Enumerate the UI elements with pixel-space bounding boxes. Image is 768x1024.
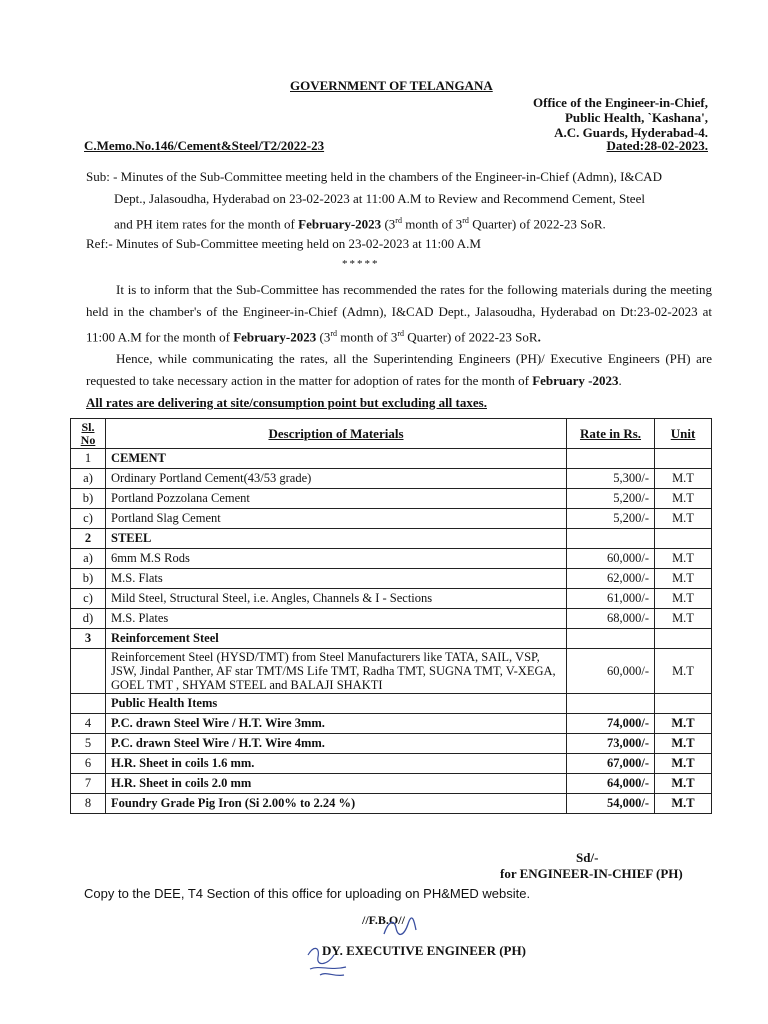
table-row — [71, 489, 712, 509]
subject-line-3-post2: month of 3 — [401, 216, 463, 232]
para1-month: February-2023 — [233, 329, 317, 345]
row-no: b) — [71, 489, 106, 509]
row-no: b) — [71, 569, 106, 589]
subject-line-3-post1: (3 — [381, 216, 396, 232]
table-row — [71, 509, 712, 529]
header-unit: Unit — [655, 419, 712, 449]
table-row — [71, 569, 712, 589]
office-line-3: A.C. Guards, Hyderabad-4. — [554, 125, 708, 140]
paragraph-2 — [86, 348, 712, 392]
table-row — [71, 589, 712, 609]
government-title: GOVERNMENT OF TELANGANA — [290, 78, 493, 93]
body-paragraphs — [86, 279, 712, 392]
row-unit: M.T — [655, 469, 712, 489]
fbo-mark: //F.B.O// — [362, 913, 405, 927]
section-title: Reinforcement Steel — [106, 629, 567, 649]
row-desc: P.C. drawn Steel Wire / H.T. Wire 4mm. — [106, 734, 567, 754]
row-unit: M.T — [655, 589, 712, 609]
row-unit: M.T — [655, 734, 712, 754]
row-rate: 5,200/- — [567, 509, 655, 529]
row-desc: M.S. Flats — [106, 569, 567, 589]
empty-cell — [71, 694, 106, 714]
row-no: a) — [71, 549, 106, 569]
rates-note: All rates are delivering at site/consumption point but excluding all taxes. — [86, 395, 487, 410]
subject-line-3-pre: and PH item rates for the month of — [114, 216, 299, 232]
table-row — [71, 774, 712, 794]
row-desc: Portland Pozzolana Cement — [106, 489, 567, 509]
table-header-row — [71, 419, 712, 449]
paragraph-1 — [86, 279, 712, 348]
section-title: STEEL — [106, 529, 567, 549]
para1-sup2: rd — [397, 329, 404, 338]
signature-scribble-icon — [380, 912, 420, 942]
row-desc: H.R. Sheet in coils 1.6 mm. — [106, 754, 567, 774]
table-row — [71, 549, 712, 569]
table-row — [71, 609, 712, 629]
row-desc: 6mm M.S Rods — [106, 549, 567, 569]
row-unit: M.T — [655, 509, 712, 529]
para1-post2: month of 3 — [337, 329, 398, 345]
section-row-reinforcement — [71, 629, 712, 649]
row-desc: H.R. Sheet in coils 2.0 mm — [106, 774, 567, 794]
subject-line-2: Dept., Jalasoudha, Hyderabad on 23-02-2023 at 11:00 A.M to Review and Recommend Cement, Steel — [114, 191, 645, 206]
row-unit: M.T — [655, 609, 712, 629]
signatory-title: for ENGINEER-IN-CHIEF (PH) — [500, 866, 683, 881]
row-rate: 62,000/- — [567, 569, 655, 589]
row-no: 8 — [71, 794, 106, 814]
signed-mark: Sd/- — [576, 850, 599, 865]
para1-sup1: rd — [330, 329, 338, 338]
para1-end: . — [537, 329, 541, 345]
subject-line-3 — [86, 210, 712, 235]
memo-date: Dated:28-02-2023. — [606, 138, 708, 153]
header-sl-no-text: Sl. No — [80, 419, 96, 447]
row-unit: M.T — [655, 489, 712, 509]
office-line-2: Public Health, `Kashana', — [564, 110, 708, 125]
section-row-public-health — [71, 694, 712, 714]
header-description: Description of Materials — [106, 419, 567, 449]
header-rate: Rate in Rs. — [567, 419, 655, 449]
reference: Ref:- Minutes of Sub-Committee meeting held on 23-02-2023 at 11:00 A.M — [86, 236, 481, 251]
subject-line-3-post3: Quarter) of 2022-23 SoR. — [468, 216, 606, 232]
para1-post1: (3 — [316, 329, 331, 345]
row-no: 5 — [71, 734, 106, 754]
row-unit: M.T — [655, 774, 712, 794]
row-no: d) — [71, 609, 106, 629]
office-address — [470, 95, 708, 140]
table-row — [71, 649, 712, 694]
table-row — [71, 734, 712, 754]
empty-cell — [655, 694, 712, 714]
row-rate: 67,000/- — [567, 754, 655, 774]
row-unit: M.T — [655, 754, 712, 774]
row-rate: 54,000/- — [567, 794, 655, 814]
row-unit: M.T — [655, 649, 712, 694]
separator-stars: ***** — [342, 258, 380, 270]
section-row-steel — [71, 529, 712, 549]
table-row — [71, 714, 712, 734]
section-title: Public Health Items — [106, 694, 567, 714]
subject-line-1: Sub: - Minutes of the Sub-Committee meeting held in the chambers of the Engineer-in-Chief (Admn), I&CAD — [86, 169, 662, 184]
subject-sup-2: rd — [462, 216, 469, 225]
row-rate: 60,000/- — [567, 649, 655, 694]
section-no: 3 — [71, 629, 106, 649]
memo-number: C.Memo.No.146/Cement&Steel/T2/2022-23 — [84, 138, 325, 153]
row-rate: 5,300/- — [567, 469, 655, 489]
section-no: 2 — [71, 529, 106, 549]
row-rate: 60,000/- — [567, 549, 655, 569]
empty-cell — [655, 529, 712, 549]
row-no: 4 — [71, 714, 106, 734]
para2-text: Hence, while communicating the rates, all the Superintending Engineers (PH)/ Executive Engineers (PH) are requested to take necessary action in the matter for adoption of rates for the month of — [86, 351, 712, 389]
row-desc: Foundry Grade Pig Iron (Si 2.00% to 2.24 %) — [106, 794, 567, 814]
empty-cell — [655, 449, 712, 469]
header-sl-no — [71, 419, 106, 449]
copy-to-note: Copy to the DEE, T4 Section of this office for uploading on PH&MED website. — [84, 886, 531, 901]
row-unit: M.T — [655, 714, 712, 734]
row-rate: 5,200/- — [567, 489, 655, 509]
empty-cell — [655, 629, 712, 649]
para2-end: . — [618, 373, 622, 389]
subject-month: February-2023 — [298, 216, 382, 232]
row-no: a) — [71, 469, 106, 489]
row-no: 6 — [71, 754, 106, 774]
office-line-1: Office of the Engineer-in-Chief, — [533, 95, 708, 110]
table-row — [71, 754, 712, 774]
table-row — [71, 469, 712, 489]
row-unit: M.T — [655, 569, 712, 589]
section-row-cement — [71, 449, 712, 469]
row-rate: 61,000/- — [567, 589, 655, 609]
empty-cell — [71, 649, 106, 694]
row-desc: Mild Steel, Structural Steel, i.e. Angles, Channels & I - Sections — [106, 589, 567, 609]
section-no: 1 — [71, 449, 106, 469]
rates-table — [70, 418, 712, 814]
row-rate: 74,000/- — [567, 714, 655, 734]
row-unit: M.T — [655, 549, 712, 569]
row-no: 7 — [71, 774, 106, 794]
designation: DY. EXECUTIVE ENGINEER (PH) — [322, 943, 526, 958]
row-rate: 73,000/- — [567, 734, 655, 754]
empty-cell — [567, 529, 655, 549]
row-rate: 64,000/- — [567, 774, 655, 794]
row-no: c) — [71, 509, 106, 529]
row-desc: Ordinary Portland Cement(43/53 grade) — [106, 469, 567, 489]
row-desc: M.S. Plates — [106, 609, 567, 629]
subject-sup-1: rd — [395, 216, 402, 225]
row-rate: 68,000/- — [567, 609, 655, 629]
section-title: CEMENT — [106, 449, 567, 469]
empty-cell — [567, 629, 655, 649]
empty-cell — [567, 449, 655, 469]
subject — [86, 166, 712, 235]
row-no: c) — [71, 589, 106, 609]
table-row — [71, 794, 712, 814]
para1-post3: Quarter) of 2022-23 SoR — [404, 329, 538, 345]
row-unit: M.T — [655, 794, 712, 814]
row-desc: Portland Slag Cement — [106, 509, 567, 529]
para2-month: February -2023 — [532, 373, 619, 389]
row-desc: Reinforcement Steel (HYSD/TMT) from Steel Manufacturers like TATA, SAIL, VSP, JSW, Jindal Panther, AF star TMT/MS Life TMT, Radha TMT, SUGNA TMT, V-XEGA, GOEL TMT , SHYAM STEEL and BALAJI SHAKTI — [106, 649, 567, 694]
empty-cell — [567, 694, 655, 714]
para1-text: It is to inform that the Sub-Committee has recommended the rates for the following materials during the meeting held in the chamber's of the Engineer-in-Chief (Admn), I&CAD Dept., Jalasoudha, Hyderabad on Dt:23-02-2023 at 11:00 A.M for the month of — [86, 282, 712, 345]
row-desc: P.C. drawn Steel Wire / H.T. Wire 3mm. — [106, 714, 567, 734]
